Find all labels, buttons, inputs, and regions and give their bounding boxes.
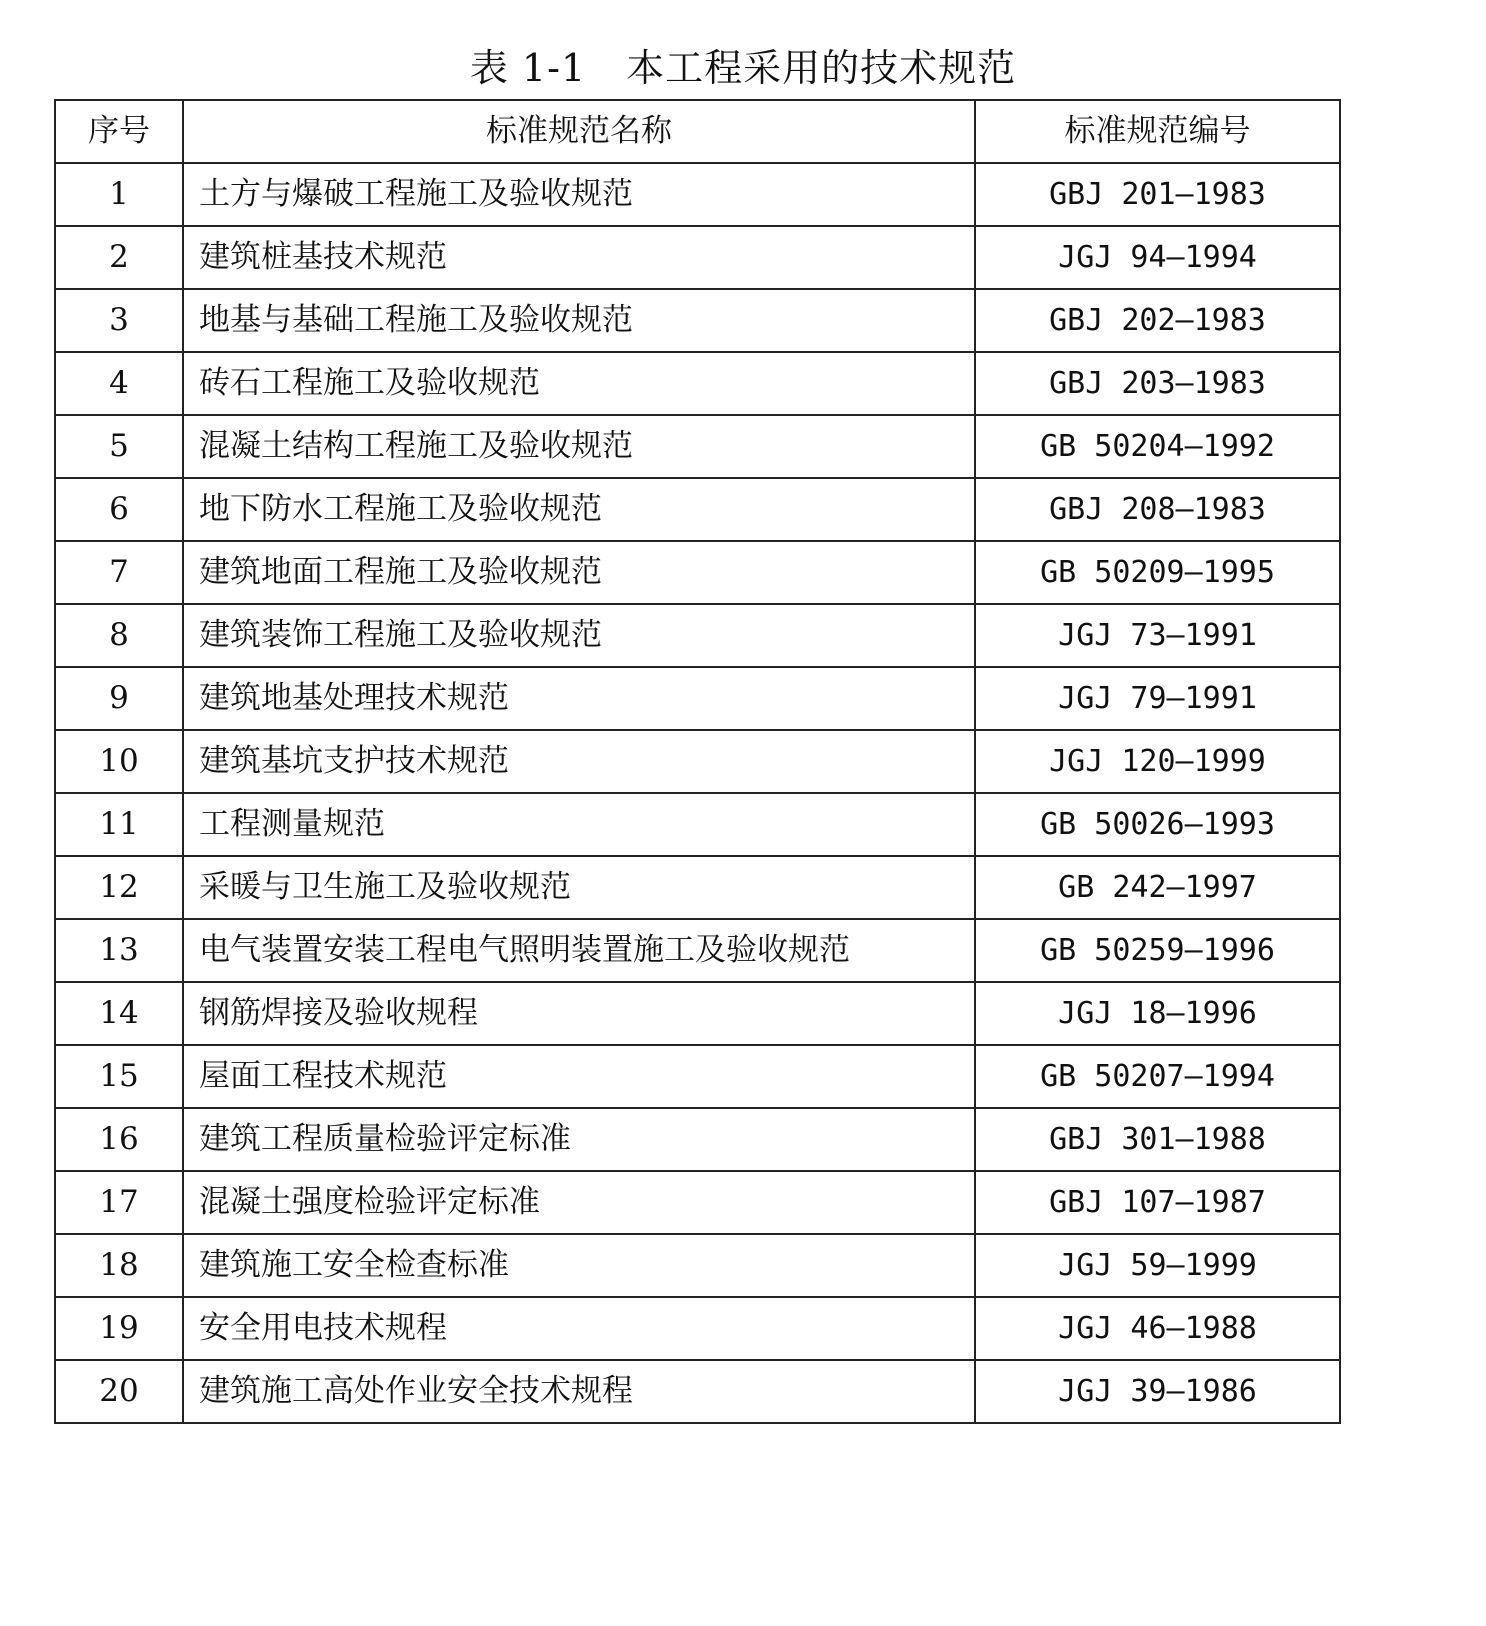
row-standard-code: GB 50207—1994 [975, 1045, 1340, 1108]
table-row [55, 604, 1340, 667]
row-standard-name: 混凝土强度检验评定标准 [183, 1171, 975, 1234]
table-row [55, 478, 1340, 541]
table-caption [0, 40, 1486, 96]
table-header [55, 100, 1340, 163]
header-no: 序号 [55, 100, 183, 163]
row-number: 11 [55, 793, 183, 856]
table-row [55, 667, 1340, 730]
row-standard-name: 电气装置安装工程电气照明装置施工及验收规范 [183, 919, 975, 982]
table-row [55, 1108, 1340, 1171]
row-standard-name: 建筑施工高处作业安全技术规程 [183, 1360, 975, 1423]
row-standard-name: 混凝土结构工程施工及验收规范 [183, 415, 975, 478]
row-number: 1 [55, 163, 183, 226]
row-standard-name: 地基与基础工程施工及验收规范 [183, 289, 975, 352]
row-standard-code: JGJ 79—1991 [975, 667, 1340, 730]
table-row [55, 1360, 1340, 1423]
row-standard-code: JGJ 39—1986 [975, 1360, 1340, 1423]
header-row [55, 100, 1340, 163]
row-number: 13 [55, 919, 183, 982]
row-standard-name: 建筑施工安全检查标准 [183, 1234, 975, 1297]
row-number: 14 [55, 982, 183, 1045]
row-standard-name: 土方与爆破工程施工及验收规范 [183, 163, 975, 226]
row-number: 7 [55, 541, 183, 604]
row-number: 4 [55, 352, 183, 415]
table-title: 本工程采用的技术规范 [626, 46, 1017, 90]
row-standard-name: 砖石工程施工及验收规范 [183, 352, 975, 415]
row-standard-name: 工程测量规范 [183, 793, 975, 856]
row-number: 8 [55, 604, 183, 667]
header-code: 标准规范编号 [975, 100, 1340, 163]
row-number: 19 [55, 1297, 183, 1360]
spec-table [54, 99, 1341, 1424]
row-number: 6 [55, 478, 183, 541]
row-number: 18 [55, 1234, 183, 1297]
table-number: 表 1-1 [469, 46, 587, 90]
row-standard-code: GBJ 107—1987 [975, 1171, 1340, 1234]
table-row [55, 919, 1340, 982]
row-standard-code: GB 50209—1995 [975, 541, 1340, 604]
row-number: 16 [55, 1108, 183, 1171]
table-row [55, 1171, 1340, 1234]
row-standard-code: JGJ 46—1988 [975, 1297, 1340, 1360]
row-standard-name: 建筑地面工程施工及验收规范 [183, 541, 975, 604]
row-number: 9 [55, 667, 183, 730]
row-standard-code: GB 50026—1993 [975, 793, 1340, 856]
row-number: 10 [55, 730, 183, 793]
table-row [55, 1297, 1340, 1360]
row-standard-code: JGJ 59—1999 [975, 1234, 1340, 1297]
row-standard-code: GBJ 301—1988 [975, 1108, 1340, 1171]
table-row [55, 982, 1340, 1045]
row-standard-code: JGJ 94—1994 [975, 226, 1340, 289]
row-standard-name: 建筑工程质量检验评定标准 [183, 1108, 975, 1171]
table-row [55, 289, 1340, 352]
table-row [55, 1045, 1340, 1108]
row-number: 12 [55, 856, 183, 919]
row-standard-name: 建筑桩基技术规范 [183, 226, 975, 289]
row-standard-name: 建筑地基处理技术规范 [183, 667, 975, 730]
header-name: 标准规范名称 [183, 100, 975, 163]
table-row [55, 793, 1340, 856]
row-standard-code: GBJ 201—1983 [975, 163, 1340, 226]
table-row [55, 856, 1340, 919]
row-standard-name: 屋面工程技术规范 [183, 1045, 975, 1108]
row-standard-name: 安全用电技术规程 [183, 1297, 975, 1360]
row-number: 17 [55, 1171, 183, 1234]
row-number: 20 [55, 1360, 183, 1423]
row-number: 3 [55, 289, 183, 352]
row-standard-name: 建筑基坑支护技术规范 [183, 730, 975, 793]
table-row [55, 415, 1340, 478]
table-row [55, 1234, 1340, 1297]
table-row [55, 541, 1340, 604]
row-standard-code: GBJ 203—1983 [975, 352, 1340, 415]
row-number: 15 [55, 1045, 183, 1108]
row-standard-code: GB 50259—1996 [975, 919, 1340, 982]
row-standard-code: GB 242—1997 [975, 856, 1340, 919]
table-row [55, 352, 1340, 415]
row-standard-code: JGJ 120—1999 [975, 730, 1340, 793]
row-standard-code: GBJ 202—1983 [975, 289, 1340, 352]
row-standard-name: 钢筋焊接及验收规程 [183, 982, 975, 1045]
row-standard-name: 建筑装饰工程施工及验收规范 [183, 604, 975, 667]
row-number: 2 [55, 226, 183, 289]
row-number: 5 [55, 415, 183, 478]
table-row [55, 730, 1340, 793]
table-body [55, 163, 1340, 1423]
row-standard-code: JGJ 73—1991 [975, 604, 1340, 667]
row-standard-code: JGJ 18—1996 [975, 982, 1340, 1045]
table-row [55, 163, 1340, 226]
row-standard-code: GB 50204—1992 [975, 415, 1340, 478]
row-standard-name: 地下防水工程施工及验收规范 [183, 478, 975, 541]
row-standard-code: GBJ 208—1983 [975, 478, 1340, 541]
row-standard-name: 采暖与卫生施工及验收规范 [183, 856, 975, 919]
table-row [55, 226, 1340, 289]
